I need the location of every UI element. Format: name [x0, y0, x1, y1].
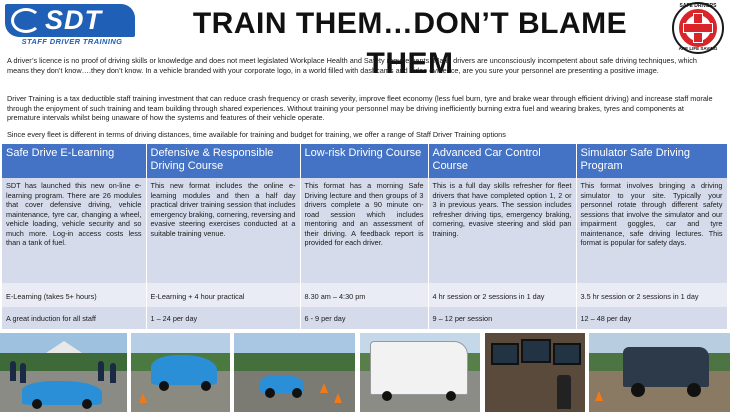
- badge-top-text: SAFE DRIVERS: [679, 3, 717, 9]
- badge-bottom-text: ARE LIFE SAVING: [678, 46, 718, 51]
- course-group-size: 6 - 9 per day: [300, 307, 428, 329]
- course-duration: 3.5 hr session or 2 sessions in 1 day: [576, 283, 727, 307]
- sdt-logo: [5, 4, 135, 44]
- course-title: Low-risk Driving Course: [300, 144, 428, 178]
- course-table: [2, 144, 728, 329]
- course-group-size: A great induction for all staff: [2, 307, 146, 329]
- photo-group-with-car: [0, 333, 127, 412]
- logo-subtitle: STAFF DRIVER TRAINING: [21, 37, 123, 46]
- course-description: This format involves bringing a driving simulator to your site. Typically your personnel rotate through different safety sessions that involve the simulator and our impairment goggles, car and tyre maintenance, safe driving lectures. This format is popular for safety days.: [576, 178, 727, 283]
- photo-4wd-ute: [589, 333, 730, 412]
- photo-car-cornering: [234, 333, 355, 412]
- logo-banner: [5, 4, 135, 37]
- course-group-size: 9 – 12 per session: [428, 307, 576, 329]
- course-title: Defensive & Responsible Driving Course: [146, 144, 300, 178]
- course-group-size-row: [2, 307, 727, 329]
- course-group-size: 12 – 48 per day: [576, 307, 727, 329]
- course-description: SDT has launched this new on-line e-learning program. There are 26 modules that cover defensive driving, vehicle maintenance, tyre car, changing a wheel, vehicle loading, vehicle security and so much more. Log-in access costs less than a tank of fuel.: [2, 178, 146, 283]
- photo-strip: [0, 333, 730, 412]
- photo-driving-simulator: [485, 333, 585, 412]
- course-duration: E-Learning (takes 5+ hours): [2, 283, 146, 307]
- course-duration: 4 hr session or 2 sessions in 1 day: [428, 283, 576, 307]
- steering-swoosh-icon: [11, 8, 41, 33]
- course-title: Advanced Car Control Course: [428, 144, 576, 178]
- photo-training-van: [360, 333, 480, 412]
- course-group-size: 1 – 24 per day: [146, 307, 300, 329]
- course-title-row: [2, 144, 727, 178]
- course-description-row: [2, 178, 727, 283]
- page-title: TRAIN THEM…DON’T BLAME THEM: [192, 7, 628, 80]
- options-paragraph: Since every fleet is different in terms of driving distances, time available for training and budget for training, we offer a range of Staff Driver Training options: [7, 130, 506, 139]
- intro-paragraph: A driver’s licence is no proof of driving skills or knowledge and does not meet legislated Workplace Health and Safety requirements. Many drivers are unconsciously incompetent about safe driving techniques, which means they don’t know….they don’t know. In a vehicle branded with your corporate logo, in a world filled with dashcams and video evidence, are you sure your personnel are presenting a positive image.: [7, 56, 697, 75]
- course-duration-row: [2, 283, 727, 307]
- course-description: This new format includes the online e-learning modules and then a half day practical driver training session that includes emergency braking, cornering, reversing and evasive steering exercises conducted at a suitable training venue.: [146, 178, 300, 283]
- safe-drivers-badge: [672, 2, 724, 54]
- course-description: This is a full day skills refresher for fleet drivers that have completed option 1, 2 or 3 in previous years. The session includes refresher driving tips, emergency braking, cornering, evasive steering and skid pan training.: [428, 178, 576, 283]
- course-title: Safe Drive E-Learning: [2, 144, 146, 178]
- course-description: This format has a morning Safe Driving lecture and then groups of 3 drivers complete a 90 minute on-road session which includes mentoring and an assessment of their driving. A feedback report is provided for each driver.: [300, 178, 428, 283]
- benefits-paragraph: Driver Training is a tax deductible staff training investment that can reduce crash frequency or crash severity, improve fleet economy (less fuel burn, tyre and brake wear through efficient driving) and increase staff morale through the enjoyment of such training and team building through shared experiences. Without training your personnel may be driving inefficiently burning extra fuel and wearing brakes, tyres and components at premature intervals whilst being unaware of how the systems and features of their vehicle operate.: [7, 94, 713, 123]
- course-title: Simulator Safe Driving Program: [576, 144, 727, 178]
- logo-text: SDT: [45, 5, 102, 35]
- photo-car-on-track: [131, 333, 230, 412]
- course-duration: E-Learning + 4 hour practical: [146, 283, 300, 307]
- course-duration: 8.30 am – 4:30 pm: [300, 283, 428, 307]
